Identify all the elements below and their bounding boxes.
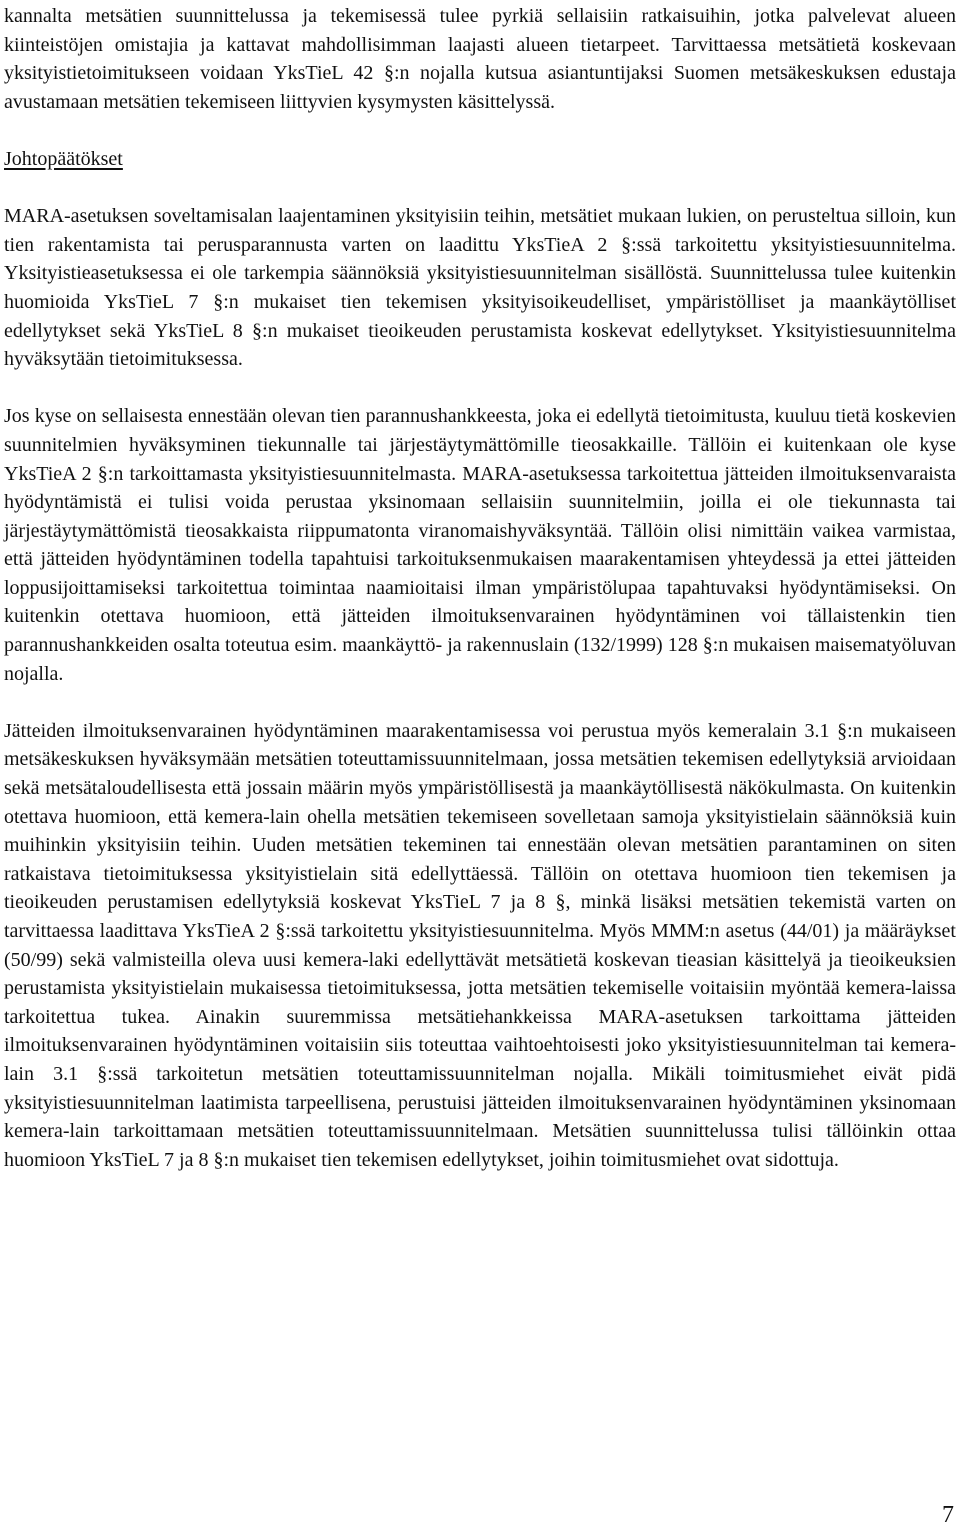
section-heading: Johtopäätökset: [4, 147, 123, 170]
intro-paragraph: kannalta metsätien suunnittelussa ja tekemisessä tulee pyrkiä sellaisiin ratkaisuihin, jotka palvelevat alueen kiinteistöjen omistajia ja kattavat mahdollisimman laajasti alueen tietarpeet. Tarvittaessa metsätietä koskevaan yksityistietoimitukseen voidaan YksTieL 42 §:n nojalla kutsua asiantuntijaksi Suomen metsäkeskuksen edustaja avustamaan metsätien tekemiseen liittyvien kysymysten käsittelyssä.: [4, 5, 956, 113]
paragraph-3: Jätteiden ilmoituksenvarainen hyödyntäminen maarakentamisessa voi perustua myös kemeralain 3.1 §:n mukaiseen metsäkeskuksen hyväksymään metsätien toteuttamissuunnitelmaan, jossa metsätien tekemisen edellytyksiä arvioidaan sekä metsätaloudellisesta että jossain määrin myös ympäristöllisestä ja maankäytöllisestä näkökulmasta. On kuitenkin otettava huomioon, että kemera-lain ohella metsätien tekemiseen sovelletaan samoja yksityistielain säännöksiä kuin muihinkin yksityisiin teihin. Uuden metsätien tekeminen tai ennestään olevan metsätien parantaminen on siten ratkaistava tietoimituksessa yksityistielain sitä edellyttäessä. Tällöin on otettava huomioon tien tekemisen ja tieoikeuden perustamisen edellytyksiä koskevat YksTieL 7 ja 8 §, minkä lisäksi metsätien tekemistä varten on tarvittaessa laadittava YksTieA 2 §:ssä tarkoitettu yksityistiesuunnitelma. Myös MMM:n asetus (44/01) ja määräykset (50/99) sekä valmisteilla oleva uusi kemera-laki edellyttävät metsätietä koskevan tieasian käsittelyä ja tieoikeuksien perustamista yksityistielain mukaisessa tietoimituksessa, jotta metsätien tekemiselle voitaisiin myöntää kemera-laissa tarkoitettua tukea. Ainakin suuremmissa metsätiehankkeissa MARA-asetuksen tarkoittama jätteiden ilmoituksenvarainen hyödyntäminen voitaisiin siis toteuttaa vaihtoehtoisesti joko yksityistiesuunnitelman tai kemera-lain 3.1 §:ssä tarkoitetun metsätien toteuttamissuunnitelman nojalla. Mikäli toimitusmiehet eivät pidä yksityistiesuunnitelman laatimista tarpeellisena, perustuisi jätteiden ilmoituksenvarainen hyödyntäminen yksinomaan kemera-lain tarkoittamaan metsätien toteuttamissuunnitelmaan. Metsätien suunnittelussa tulisi tällöinkin ottaa huomioon YksTieL 7 ja 8 §:n mukaiset tien tekemisen edellytykset, joihin toimitusmiehet ovat sidottuja.: [4, 719, 956, 1171]
paragraph-2: Jos kyse on sellaisesta ennestään olevan tien parannushankkeesta, joka ei edellytä tietoimitusta, kuuluu tietä koskevien suunnitelmien hyväksyminen tiekunnalle tai järjestäytymättömille tieosakkaille. Tällöin ei kuitenkaan ole kyse YksTieA 2 §:n tarkoittamasta yksityistiesuunnitelmasta. MARA-asetuksessa tarkoitettua jätteiden ilmoituksenvaraista hyödyntämistä ei tulisi voida perustaa yksinomaan sellaisiin suunnitelmiin, joilla ei ole tiekunnasta tai järjestäytymättömistä tieosakkaista riippumatonta viranomaishyväksyntää. Tällöin olisi nimittäin vaikea varmistaa, että jätteiden hyödyntäminen todella tapahtuisi tarkoituksenmukaisen maarakentamisen yhteydessä ja ettei jätteiden loppusijoittamiseksi tarkoitettua toimintaa naamioitaisi ilman ympäristölupaa tapahtuvaksi hyödyntämiseksi. On kuitenkin otettava huomioon, että jätteiden ilmoituksenvarainen hyödyntäminen voi tällaistenkin tien parannushankkeiden osalta toteutua esim. maankäyttö- ja rakennuslain (132/1999) 128 §:n mukaisen maisematyöluvan nojalla.: [4, 405, 956, 685]
document-page: [4, 2, 956, 1203]
page-number: 7: [942, 1502, 954, 1528]
paragraph-1: MARA-asetuksen soveltamisalan laajentaminen yksityisiin teihin, metsätiet mukaan lukien, on perusteltua silloin, kun tien rakentamista tai perusparannusta varten on laadittu YksTieA 2 §:ssä tarkoitettu yksityistiesuunnitelma. Yksityistieasetuksessa ei ole tarkempia säännöksiä yksityistiesuunnitelman sisällöstä. Suunnittelussa tulee kuitenkin huomioida YksTieL 7 §:n mukaiset tien tekemisen yksityisoikeudelliset, ympäristölliset ja maankäytölliset edellytykset sekä YksTieL 8 §:n mukaiset tieoikeuden perustamista koskevat edellytykset. Yksityistiesuunnitelma hyväksytään tietoimituksessa.: [4, 205, 956, 371]
